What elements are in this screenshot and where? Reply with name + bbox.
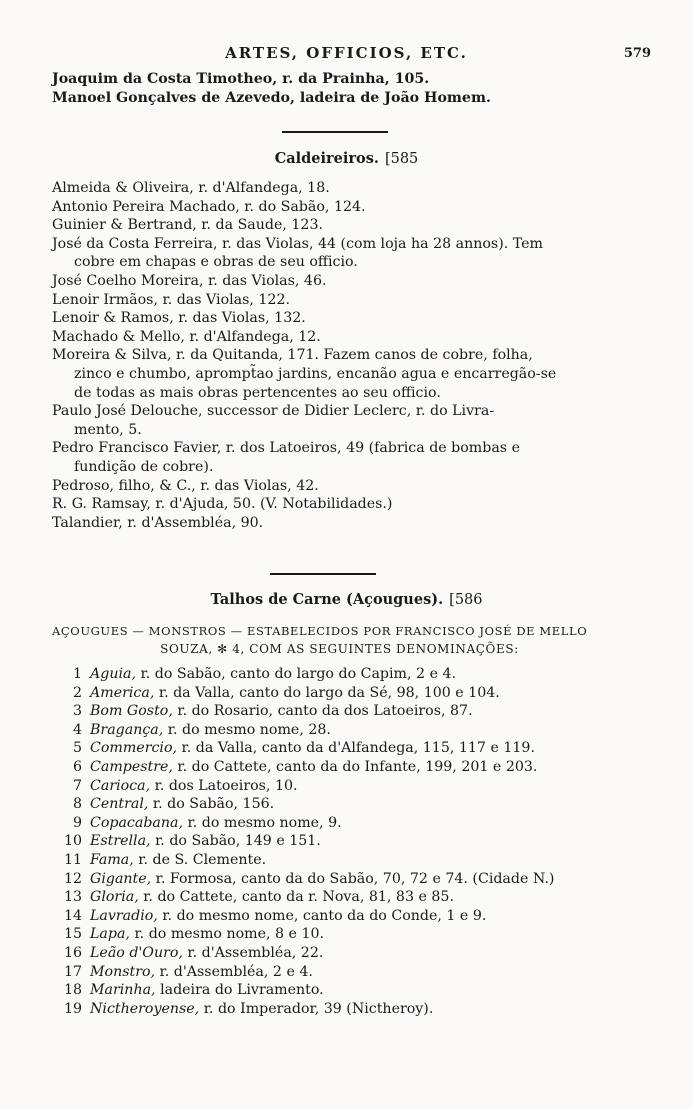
list-item	[52, 777, 632, 796]
entry-line: de todas as mais obras pertencentes ao seu officio.	[74, 384, 441, 401]
item-name: Central,	[90, 796, 149, 813]
list-item	[52, 1000, 632, 1019]
item-name: Gloria,	[90, 889, 139, 906]
entry-line: Lenoir & Ramos, r. das Violas, 132.	[52, 310, 306, 327]
item-name: Bom Gosto,	[90, 703, 173, 720]
item-number: 8	[72, 796, 82, 813]
list-item	[52, 702, 632, 721]
list-item	[52, 795, 632, 814]
item-address: r. Formosa, canto da do Sabão, 70, 72 e 74. (Cidade N.)	[151, 870, 555, 887]
talhos-intro	[52, 622, 627, 658]
list-item	[52, 851, 632, 870]
item-number: 5	[72, 740, 82, 757]
item-number: 12	[63, 870, 82, 887]
section-title-caldeireiros	[0, 150, 693, 167]
item-number: 11	[63, 851, 82, 868]
item-name: Aguia,	[90, 666, 136, 682]
item-name: Lapa,	[90, 926, 130, 943]
item-number: 6	[72, 758, 82, 775]
list-item	[52, 832, 632, 851]
item-address: r. do Cattete, canto da r. Nova, 81, 83 e 85.	[138, 889, 454, 906]
section-title-text: Talhos de Carne (Açougues).	[210, 591, 444, 608]
item-number: 19	[63, 1000, 82, 1017]
item-name: Estrella,	[90, 833, 151, 850]
entry-line: Talandier, r. d'Assembléa, 90.	[52, 514, 264, 531]
top-entries	[52, 70, 622, 107]
item-address: r. de S. Clemente.	[133, 851, 267, 868]
intro-line: AÇOUGUES — MONSTROS — ESTABELECIDOS POR FRANCISCO JOSÉ DE MELLO	[52, 624, 588, 638]
entry-line: Guinier & Bertrand, r. da Saude, 123.	[52, 217, 323, 234]
entry-line: cobre em chapas e obras de seu officio.	[74, 254, 358, 271]
entry-line: Pedro Francisco Favier, r. dos Latoeiros, 49 (fabrica de bombas e	[52, 440, 520, 457]
entry-line: Lenoir Irmãos, r. das Violas, 122.	[52, 291, 290, 308]
list-item	[52, 944, 632, 963]
list-item	[52, 963, 632, 982]
item-number: 18	[63, 982, 82, 999]
section-title-text: Caldeireiros.	[274, 150, 379, 167]
section-divider	[282, 131, 388, 133]
entry-line: Manoel Gonçalves de Azevedo, ladeira de João Homem.	[52, 89, 491, 106]
item-name: America,	[90, 684, 155, 701]
item-name: Fama,	[90, 851, 134, 868]
list-item	[52, 721, 632, 740]
item-number: 15	[63, 926, 82, 943]
section-divider	[270, 573, 376, 575]
entry-line: Paulo José Delouche, successor de Didier Leclerc, r. do Livra-	[52, 403, 495, 420]
item-address: r. do Imperador, 39 (Nictheroy).	[199, 1000, 434, 1017]
intro-line: SOUZA, ✻ 4, COM AS SEGUINTES DENOMINAÇÕES:	[160, 642, 519, 656]
item-name: Bragança,	[90, 721, 164, 738]
page-header	[0, 40, 693, 64]
item-name: Commercio,	[90, 740, 178, 757]
item-number: 17	[63, 963, 82, 980]
item-address: r. do mesmo nome, canto da do Conde, 1 e 9.	[157, 907, 487, 924]
item-address: r. do Rosario, canto da dos Latoeiros, 87.	[172, 703, 473, 720]
list-item	[52, 907, 632, 926]
item-number: 14	[63, 907, 82, 924]
item-address: r. do Cattete, canto da do Infante, 199, 201 e 203.	[172, 758, 538, 775]
item-number: 13	[63, 889, 82, 906]
list-item	[52, 888, 632, 907]
item-name: Gigante,	[90, 870, 152, 887]
item-number: 7	[72, 777, 82, 794]
item-name: Campestre,	[90, 758, 173, 775]
list-item	[52, 684, 632, 703]
entry-line: Moreira & Silva, r. da Quitanda, 171. Fazem canos de cobre, folha,	[52, 347, 533, 364]
running-title: ARTES, OFFICIOS, ETC.	[225, 44, 468, 62]
entry-line: zinco e chumbo, aprompt̃ao jardins, encanão agua e encarregão-se	[74, 365, 557, 382]
item-name: Carioca,	[90, 777, 151, 794]
list-item	[52, 870, 632, 889]
item-name: Marinha,	[90, 982, 156, 999]
entry-line: fundição de cobre).	[74, 458, 214, 475]
list-item	[52, 739, 632, 758]
item-address: r. d'Assembléa, 2 e 4.	[155, 963, 313, 980]
item-address: r. da Valla, canto da d'Alfandega, 115, 117 e 119.	[177, 740, 535, 757]
item-address: r. d'Assembléa, 22.	[182, 944, 324, 961]
item-number: 1	[72, 666, 82, 682]
item-number: 16	[63, 944, 82, 961]
entry-line: Pedroso, filho, & C., r. das Violas, 42.	[52, 477, 319, 494]
acougues-list	[52, 665, 632, 1018]
entry-line: Joaquim da Costa Timotheo, r. da Prainha, 105.	[52, 71, 430, 87]
item-number: 9	[72, 814, 82, 831]
item-number: 4	[72, 721, 82, 738]
entry-line: R. G. Ramsay, r. d'Ajuda, 50. (V. Notabilidades.)	[52, 496, 393, 513]
item-address: r. do Sabão, canto do largo do Capim, 2 e 4.	[135, 666, 457, 682]
item-number: 2	[72, 684, 82, 701]
item-address: r. dos Latoeiros, 10.	[150, 777, 298, 794]
item-number: 10	[63, 833, 82, 850]
entry-line: Antonio Pereira Machado, r. do Sabão, 124.	[52, 198, 366, 215]
entry-line: Almeida & Oliveira, r. d'Alfandega, 18.	[52, 180, 330, 196]
entry-line: Machado & Mello, r. d'Alfandega, 12.	[52, 328, 321, 345]
item-address: r. do mesmo nome, 28.	[163, 721, 331, 738]
caldeireiros-list	[52, 179, 622, 532]
item-number: 3	[72, 703, 82, 720]
list-item	[52, 758, 632, 777]
entry-line: José Coelho Moreira, r. das Violas, 46.	[52, 272, 327, 289]
item-address: r. do Sabão, 149 e 151.	[150, 833, 321, 850]
section-code: [585	[384, 151, 419, 167]
entry-line: José da Costa Ferreira, r. das Violas, 44 (com loja ha 28 annos). Tem	[52, 235, 543, 252]
item-address: r. do mesmo nome, 9.	[183, 814, 342, 831]
item-name: Nictheroyense,	[90, 1000, 200, 1017]
section-code: [586	[449, 592, 483, 608]
list-item	[52, 814, 632, 833]
entry-line: mento, 5.	[74, 421, 142, 438]
item-name: Lavradio,	[90, 907, 158, 924]
item-address: ladeira do Livramento.	[155, 982, 324, 999]
section-title-talhos	[0, 591, 693, 608]
list-item	[52, 925, 632, 944]
item-name: Leão d'Ouro,	[90, 944, 183, 961]
page-number: 579	[623, 46, 651, 61]
item-address: r. da Valla, canto do largo da Sé, 98, 100 e 104.	[154, 684, 500, 701]
item-address: r. do mesmo nome, 8 e 10.	[129, 926, 325, 943]
list-item	[52, 665, 632, 684]
item-name: Monstro,	[90, 963, 156, 980]
item-name: Copacabana,	[90, 814, 183, 831]
list-item	[52, 981, 632, 1000]
item-address: r. do Sabão, 156.	[148, 796, 275, 813]
